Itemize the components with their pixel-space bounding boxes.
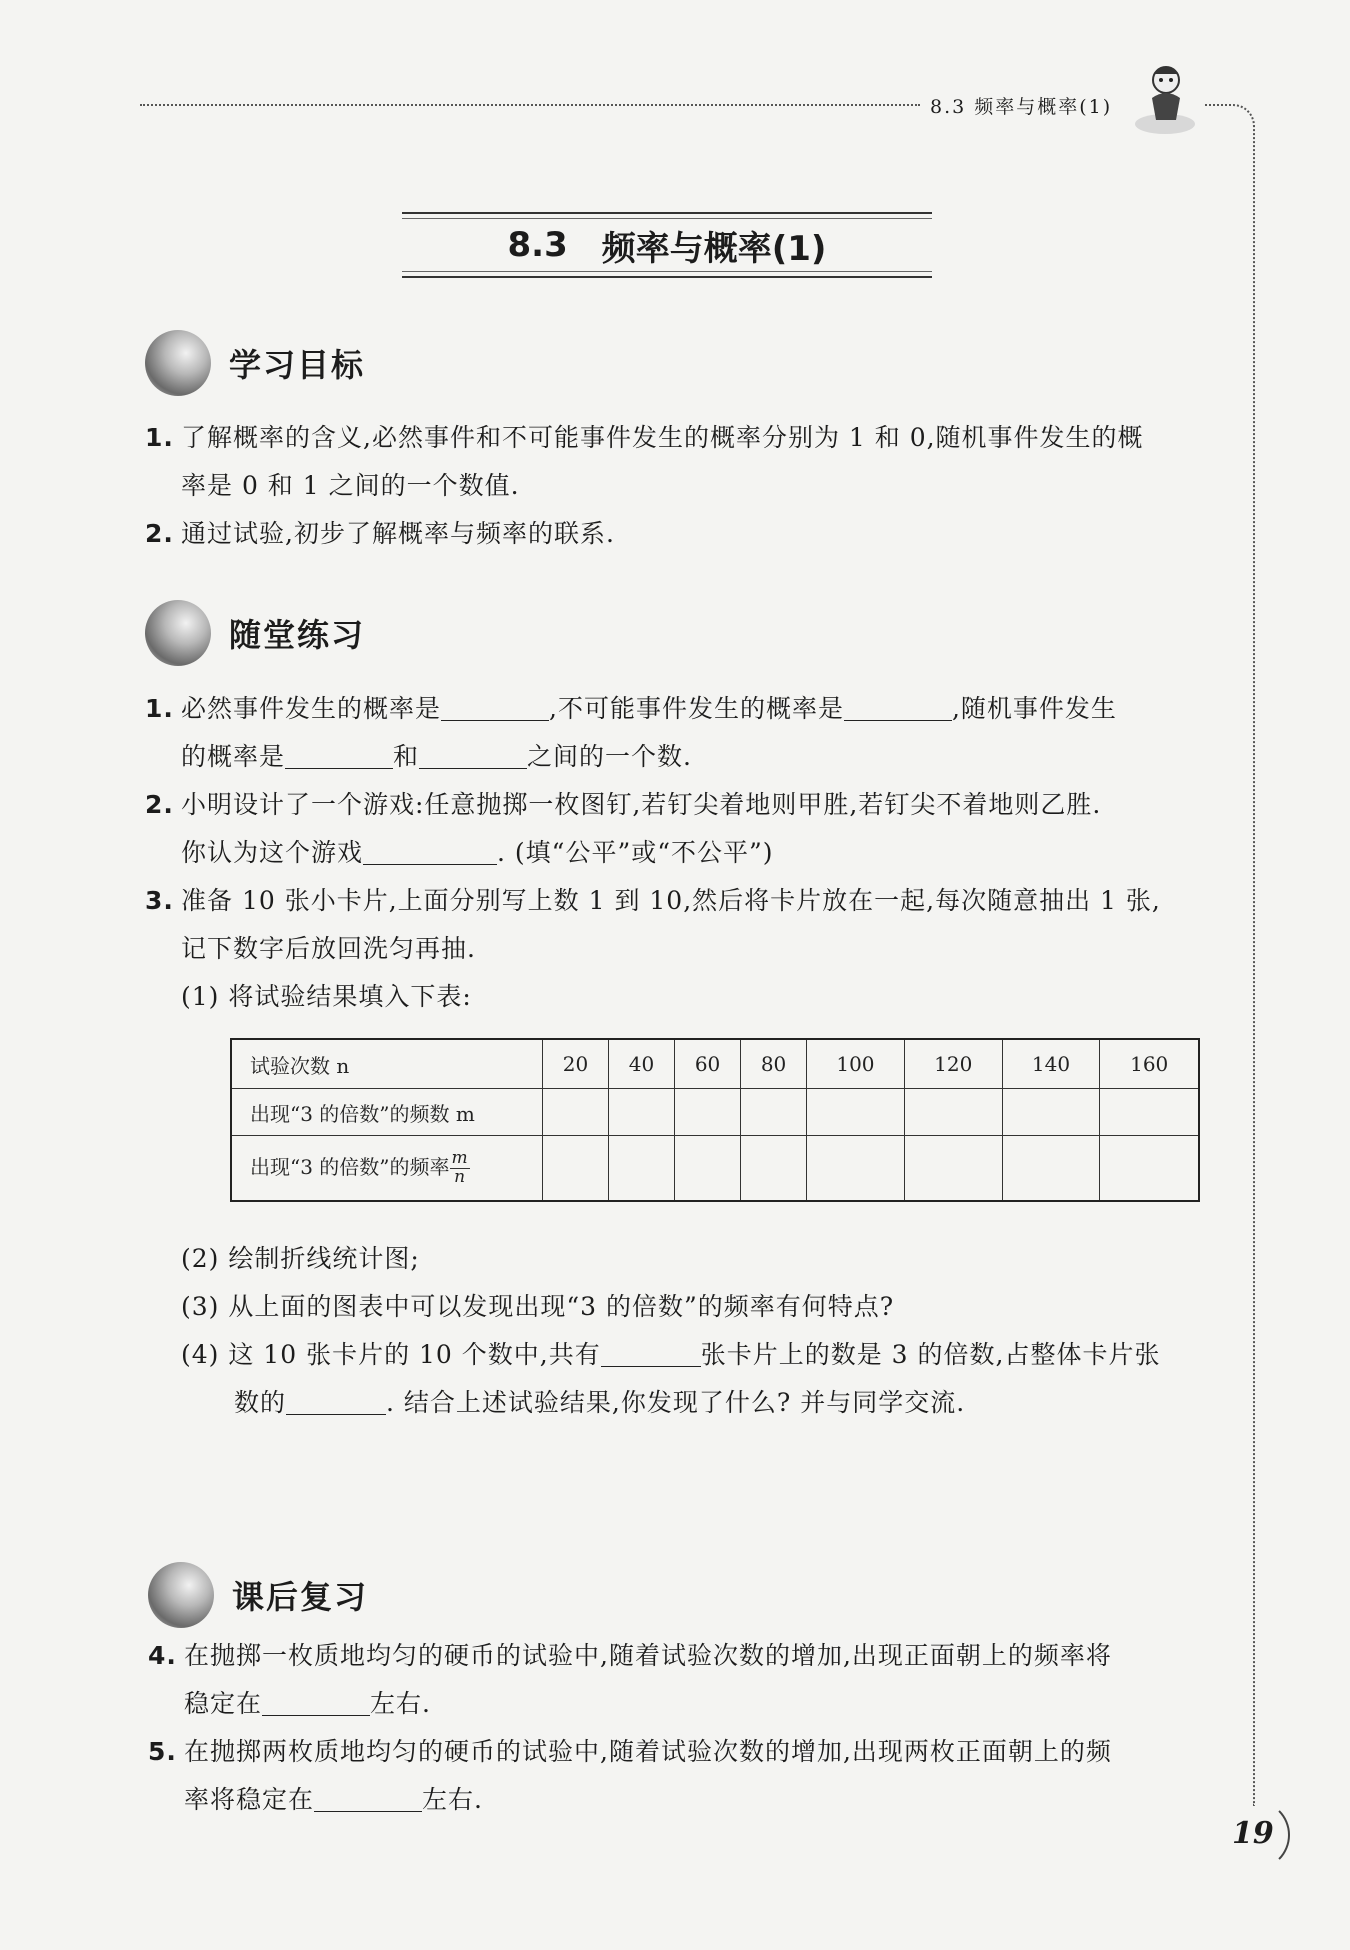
fraction-numerator: m: [451, 1147, 468, 1168]
q4-text-a: 稳定在: [184, 1689, 263, 1718]
running-head: 8.3 频率与概率(1): [930, 96, 1113, 118]
item-number: 1.: [145, 694, 174, 723]
column-header: 40: [609, 1039, 675, 1089]
column-header: 20: [543, 1039, 609, 1089]
practice-q3: [145, 888, 1161, 913]
item-number: 3.: [145, 886, 174, 915]
sub4-text-a: (4) 这 10 张卡片的 10 个数中,共有: [181, 1340, 601, 1369]
review-heading-text: 课后复习: [232, 1578, 369, 1616]
answer-blank[interactable]: [441, 698, 549, 721]
q2-text-b: . (填“公平”或“不公平”): [497, 838, 774, 867]
review-heading: [148, 1562, 368, 1628]
column-header: 140: [1002, 1039, 1100, 1089]
table-cell[interactable]: [1100, 1136, 1199, 1202]
section-title: [402, 212, 932, 278]
table-cell[interactable]: [904, 1089, 1002, 1136]
review-q5: [148, 1739, 1112, 1764]
review-q4-cont: [184, 1691, 431, 1716]
q5-text: 在抛掷两枚质地均匀的硬币的试验中,随着试验次数的增加,出现两枚正面朝上的频: [184, 1737, 1112, 1766]
table-cell[interactable]: [543, 1089, 609, 1136]
trial-results-table: [230, 1038, 1200, 1202]
title-number: 8.3: [507, 225, 568, 265]
header-dotted-rule: [140, 104, 920, 106]
answer-blank[interactable]: [601, 1344, 701, 1367]
item-number: 2.: [145, 519, 174, 548]
review-q4: [148, 1643, 1112, 1668]
fraction: [450, 1147, 470, 1187]
q1-text-c: ,随机事件发生: [951, 694, 1117, 723]
practice-q3-sub4-cont: [234, 1390, 965, 1415]
answer-blank[interactable]: [844, 698, 952, 721]
column-header: 120: [904, 1039, 1002, 1089]
review-q5-cont: [184, 1787, 483, 1812]
fraction-denominator: n: [454, 1166, 466, 1187]
answer-blank[interactable]: [363, 842, 497, 865]
row-label-text: 试验次数 n: [250, 1053, 350, 1078]
goal-item-1: [145, 425, 1144, 450]
practice-q1: [145, 696, 1117, 721]
item-number: 2.: [145, 790, 174, 819]
goals-heading: [145, 330, 365, 396]
table-cell[interactable]: [904, 1136, 1002, 1202]
answer-blank[interactable]: [262, 1693, 370, 1716]
practice-heading-text: 随堂练习: [229, 616, 366, 654]
globe-icon: [145, 330, 211, 396]
row-label-text: 出现“3 的倍数”的频率: [250, 1154, 450, 1179]
practice-q3-sub4: [181, 1342, 1160, 1367]
table-cell[interactable]: [675, 1089, 741, 1136]
table-row: [231, 1039, 1199, 1089]
q2-text: 小明设计了一个游戏:任意抛掷一枚图钉,若钉尖着地则甲胜,若钉尖不着地则乙胜.: [181, 790, 1102, 819]
sub4-text-c: 数的: [234, 1388, 287, 1417]
table-cell[interactable]: [807, 1089, 905, 1136]
mascot-icon: [1130, 58, 1200, 138]
globe-icon: [145, 600, 211, 666]
answer-blank[interactable]: [314, 1789, 422, 1812]
sub4-text-d: . 结合上述试验结果,你发现了什么? 并与同学交流.: [386, 1388, 966, 1417]
answer-blank[interactable]: [286, 1392, 386, 1415]
margin-dotted-rule: [1205, 104, 1255, 1806]
goal-item-2: [145, 521, 615, 546]
q5-text-b: 左右.: [422, 1785, 483, 1814]
table-cell[interactable]: [1100, 1089, 1199, 1136]
answer-blank[interactable]: [419, 746, 527, 769]
q1-text-e: 和: [393, 742, 420, 771]
row-label-frequency-count: 出现“3 的倍数”的频数 m: [231, 1089, 543, 1136]
answer-blank[interactable]: [285, 746, 393, 769]
q3-text: 准备 10 张小卡片,上面分别写上数 1 到 10,然后将卡片放在一起,每次随意抽出 1 张,: [181, 886, 1161, 915]
item-number: 1.: [145, 423, 174, 452]
goals-heading-text: 学习目标: [229, 346, 366, 384]
table-cell[interactable]: [1002, 1089, 1100, 1136]
table-row: [231, 1089, 1199, 1136]
q1-text-a: 必然事件发生的概率是: [181, 694, 442, 723]
q4-text-b: 左右.: [370, 1689, 431, 1718]
item-number: 5.: [148, 1737, 177, 1766]
practice-q3-sub1: (1) 将试验结果填入下表:: [181, 982, 472, 1011]
practice-q1-cont: [181, 744, 692, 769]
sub4-text-b: 张卡片上的数是 3 的倍数,占整体卡片张: [700, 1340, 1161, 1369]
table-cell[interactable]: [675, 1136, 741, 1202]
q5-text-a: 率将稳定在: [184, 1785, 315, 1814]
practice-q3-sub2: (2) 绘制折线统计图;: [181, 1244, 420, 1273]
table-cell[interactable]: [807, 1136, 905, 1202]
table-cell[interactable]: [609, 1136, 675, 1202]
practice-heading: [145, 600, 365, 666]
page-number: 19: [1232, 1816, 1274, 1851]
q2-text-a: 你认为这个游戏: [181, 838, 364, 867]
practice-q2: [145, 792, 1101, 817]
goal-text: 通过试验,初步了解概率与频率的联系.: [181, 519, 615, 548]
goal-item-1-cont: 率是 0 和 1 之间的一个数值.: [181, 471, 520, 500]
practice-q3-sub3: (3) 从上面的图表中可以发现出现“3 的倍数”的频率有何特点?: [181, 1292, 895, 1321]
goal-text: 了解概率的含义,必然事件和不可能事件发生的概率分别为 1 和 0,随机事件发生的概: [181, 423, 1144, 452]
table-cell[interactable]: [609, 1089, 675, 1136]
column-header: 100: [807, 1039, 905, 1089]
column-header: 80: [741, 1039, 807, 1089]
table-cell[interactable]: [741, 1136, 807, 1202]
q1-text-f: 之间的一个数.: [527, 742, 692, 771]
table-cell[interactable]: [1002, 1136, 1100, 1202]
item-number: 4.: [148, 1641, 177, 1670]
practice-q2-cont: [181, 840, 774, 865]
q1-text-b: ,不可能事件发生的概率是: [549, 694, 844, 723]
globe-icon: [148, 1562, 214, 1628]
practice-q3-cont: 记下数字后放回洗匀再抽.: [181, 934, 476, 963]
q1-text-d: 的概率是: [181, 742, 286, 771]
row-label-frequency-rate: [231, 1136, 543, 1202]
title-text: 频率与概率(1): [601, 228, 827, 269]
q4-text: 在抛掷一枚质地均匀的硬币的试验中,随着试验次数的增加,出现正面朝上的频率将: [184, 1641, 1112, 1670]
column-header: 160: [1100, 1039, 1199, 1089]
row-label-trials: [231, 1039, 543, 1089]
column-header: 60: [675, 1039, 741, 1089]
table-cell[interactable]: [543, 1136, 609, 1202]
table-row: [231, 1136, 1199, 1202]
table-cell[interactable]: [741, 1089, 807, 1136]
